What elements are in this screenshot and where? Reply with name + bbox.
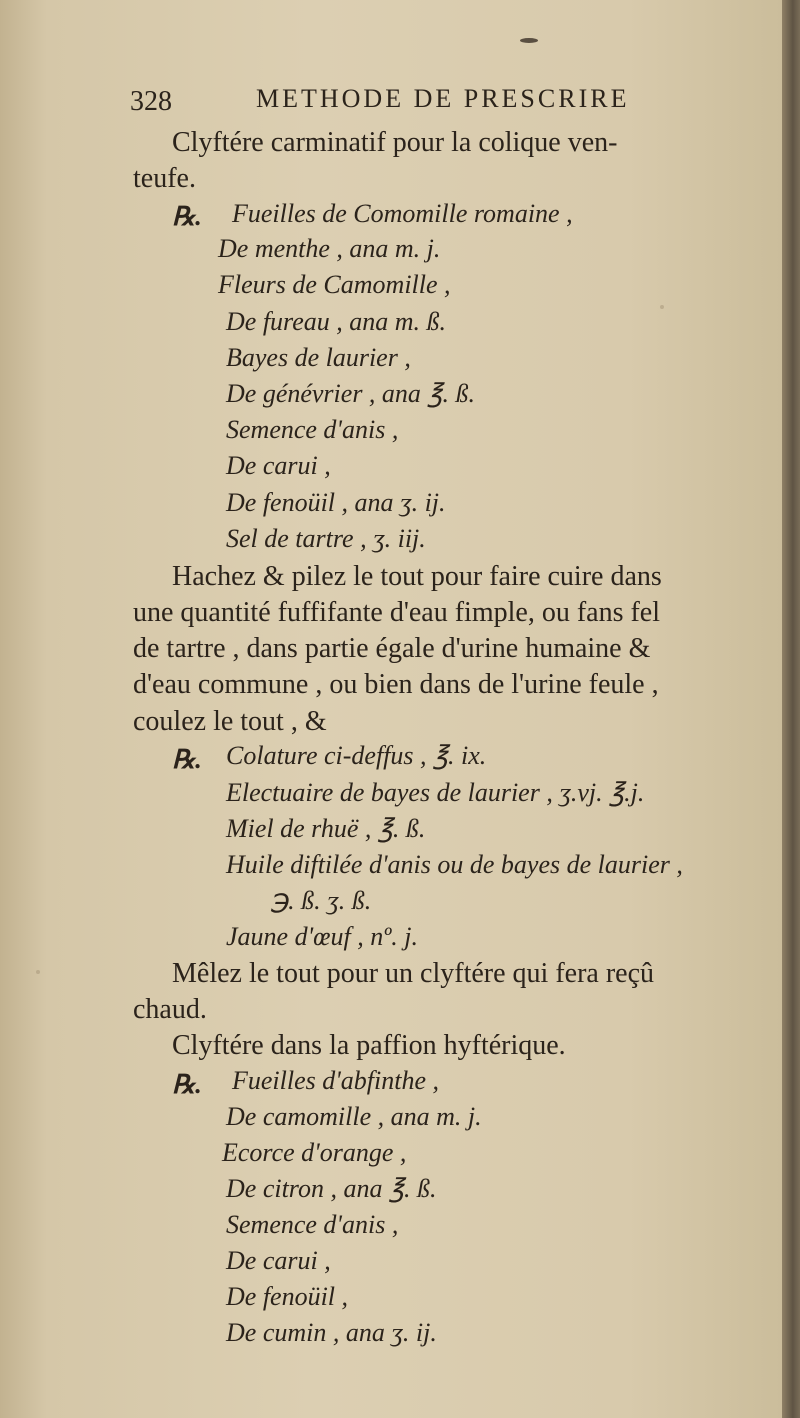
ingredient-line: Electuaire de bayes de laurier , ʒ.vj. ℥.j. [226, 778, 645, 807]
running-header: METHODE DE PRESCRIRE [256, 84, 630, 113]
text-line: chaud. [133, 994, 207, 1025]
text-line: une quantité fuffifante d'eau fimple, ou fans fel [133, 597, 660, 628]
text-line: Hachez & pilez le tout pour faire cuire dans [172, 561, 662, 592]
text-line: d'eau commune , ou bien dans de l'urine feule , [133, 669, 659, 700]
text-line: teufe. [133, 163, 196, 194]
ingredient-line: De cumin , ana ʒ. ij. [226, 1318, 437, 1347]
ingredient-line: Semence d'anis , [226, 1210, 399, 1239]
ingredient-line: De fenoüil , ana ʒ. ij. [226, 488, 446, 517]
ingredient-line: Fleurs de Camomille , [218, 270, 451, 299]
ingredient-line: Colature ci-deffus , ℥. ix. [226, 741, 487, 770]
text-line: Clyftére carminatif pour la colique ven- [172, 127, 618, 158]
ingredient-line: Fueilles d'abfinthe , [232, 1066, 440, 1095]
paper-spot [520, 38, 538, 43]
ingredient-line: De camomille , ana m. j. [226, 1102, 482, 1131]
ingredient-line: Fueilles de Comomille romaine , [232, 199, 573, 228]
ingredient-line: Jaune d'œuf , nº. j. [226, 922, 418, 951]
ingredient-line: De fenoüil , [226, 1282, 349, 1311]
ingredient-line: De citron , ana ℥. ß. [226, 1174, 437, 1203]
ingredient-line: ℈. ß. ʒ. ß. [270, 886, 372, 915]
recipe-mark: ℞. [172, 1070, 202, 1099]
paper-spot [36, 970, 40, 974]
page-number: 328 [130, 86, 172, 117]
ingredient-line: De carui , [226, 451, 331, 480]
ingredient-line: De fureau , ana m. ß. [226, 307, 447, 336]
ingredient-line: Bayes de laurier , [226, 343, 411, 372]
ingredient-line: De menthe , ana m. j. [218, 234, 441, 263]
ingredient-line: Huile diftilée d'anis ou de bayes de laurier , [226, 850, 683, 879]
paper-spot [660, 305, 664, 309]
ingredient-line: Semence d'anis , [226, 415, 399, 444]
ingredient-line: Ecorce d'orange , [222, 1138, 407, 1167]
page-edge [782, 0, 800, 1418]
text-line: de tartre , dans partie égale d'urine humaine & [133, 633, 651, 664]
text-line: coulez le tout , & [133, 706, 327, 737]
ingredient-line: De carui , [226, 1246, 331, 1275]
ingredient-line: Miel de rhuë , ℥. ß. [226, 814, 426, 843]
recipe-mark: ℞. [172, 202, 202, 231]
section-heading: Clyftére dans la paffion hyftérique. [172, 1030, 566, 1061]
ingredient-line: Sel de tartre , ʒ. iij. [226, 524, 426, 553]
ingredient-line: De génévrier , ana ℥. ß. [226, 379, 475, 408]
recipe-mark: ℞. [172, 745, 202, 774]
text-line: Mêlez le tout pour un clyftére qui fera reçû [172, 958, 655, 989]
